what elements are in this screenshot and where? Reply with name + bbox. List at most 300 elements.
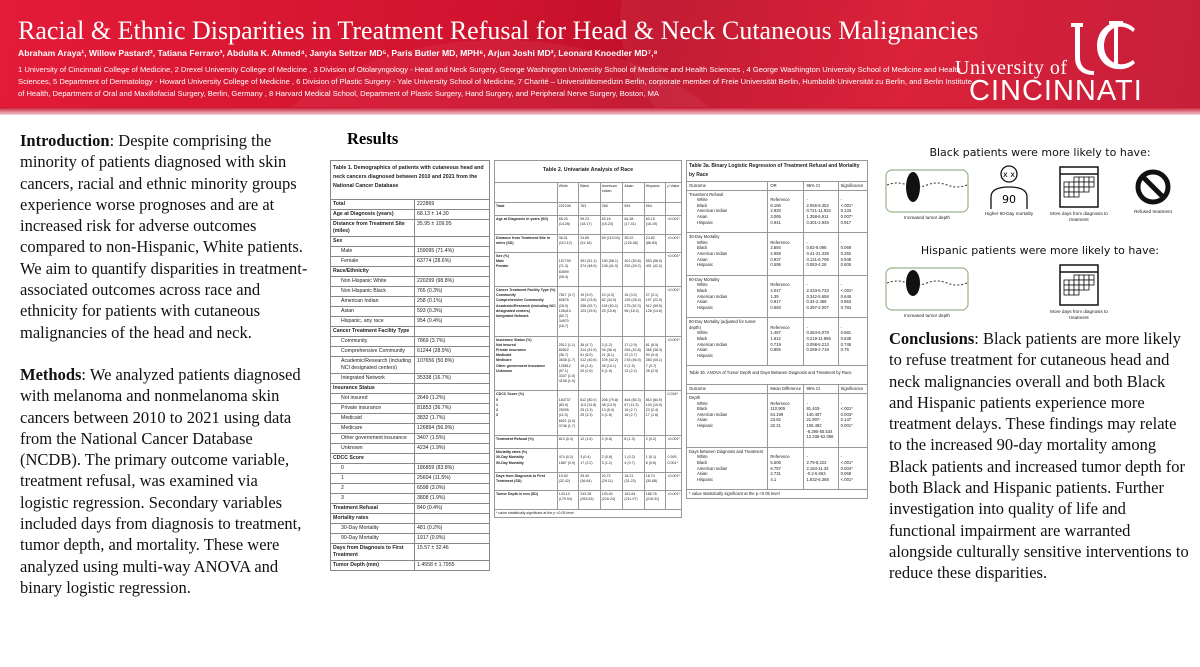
table-3-footnote: * value statistically significant at the p <0.05 level bbox=[687, 490, 868, 499]
table-1-row bbox=[331, 287, 490, 297]
table-3-outcome-title: Treatment Refusal bbox=[689, 191, 724, 197]
table-3-value: - bbox=[840, 324, 843, 330]
table-2-cell: 36 (4.7) 314 (41.5) 61 (8.0) 312 (40.6) 19 (2.4) 20 (2.6) bbox=[579, 336, 600, 391]
table-1-row bbox=[331, 404, 490, 414]
tumor-depth-label: Increased tumor depth bbox=[904, 215, 950, 220]
table-3-value: - bbox=[806, 400, 808, 406]
table-1-value: 63774 (28.6%) bbox=[415, 257, 490, 267]
table-1-value bbox=[415, 327, 490, 337]
table-3-outcome-title: 90-Day Mortality bbox=[689, 276, 720, 282]
table-3-value: 0.133 bbox=[840, 208, 852, 214]
table-1-label: 2 bbox=[331, 484, 415, 494]
table-3-value: 2.731 bbox=[770, 471, 781, 477]
table-1-value bbox=[415, 267, 490, 277]
table-3-group: Asian bbox=[697, 347, 708, 353]
table-2-cell: 763 bbox=[579, 203, 600, 216]
table-3-group: American Indian bbox=[697, 208, 728, 214]
table-3-value: 0.068 bbox=[840, 471, 852, 477]
table-3-cell bbox=[768, 275, 804, 318]
table-1-row bbox=[331, 210, 490, 220]
table-3-value: 0.301-2.945 bbox=[806, 219, 829, 225]
table-3-outcome-title: Depth bbox=[689, 395, 701, 401]
table-3-cell bbox=[804, 318, 838, 366]
table-1-label: Distance from Treatment Site (miles) bbox=[331, 220, 415, 237]
table-3-value: <.001* bbox=[840, 406, 853, 412]
table-3-column-header: 95% CI bbox=[804, 182, 838, 191]
table-1-row bbox=[331, 200, 490, 210]
table-2-row bbox=[495, 391, 682, 435]
table-2-row-label: CDCC Score (%) 0 1 2 3 bbox=[495, 391, 558, 435]
table-3-value: Reference bbox=[770, 197, 790, 203]
table-3-block bbox=[687, 318, 868, 366]
table-2-cell: 15.53 (32.42) bbox=[557, 472, 578, 490]
table-3-cell bbox=[838, 275, 867, 318]
table-1-label: Mortality rates bbox=[331, 514, 415, 524]
table-3-value: 0.219-11.856 bbox=[806, 336, 831, 342]
table-2-caption: Table 2. Univariate Analysis of Race bbox=[495, 161, 682, 183]
table-2-row-label: Days from Diagnosis to First Treatment (SD) bbox=[495, 472, 558, 490]
table-3-value: - bbox=[806, 197, 808, 203]
table-2-row bbox=[495, 336, 682, 391]
table-1-value: 4234 (1.9%) bbox=[415, 444, 490, 454]
table-2-cell: 63.15 (16.19) bbox=[644, 216, 666, 234]
table-2-row-label: Age at Diagnosis in years (SD) bbox=[495, 216, 558, 234]
table-3-cell bbox=[804, 190, 838, 233]
table-3-header bbox=[687, 182, 868, 191]
table-2-row bbox=[495, 449, 682, 473]
table-3-cell bbox=[768, 318, 804, 366]
table-3-value: 0.948 bbox=[840, 256, 852, 262]
table-2-row-label: Tumor Depth in mm (SD) bbox=[495, 491, 558, 509]
table-2-row-label: Treatment Refusal (%) bbox=[495, 435, 558, 448]
table-1-value bbox=[415, 514, 490, 524]
table-3-cell bbox=[804, 233, 838, 276]
table-2-cell: 27 (3.1) 197 (22.9) 512 (59.5) 126 (14.6) bbox=[644, 287, 666, 337]
table-1-value: 25604 (11.5%) bbox=[415, 474, 490, 484]
table-2-cell: 0.016* bbox=[666, 391, 682, 435]
table-1-value: 6598 (3.0%) bbox=[415, 484, 490, 494]
table-3-value: 2.433-6.733 bbox=[806, 287, 829, 293]
table-1-row bbox=[331, 267, 490, 277]
tumor-depth-label: Increased tumor depth bbox=[904, 313, 950, 318]
table-2-row-label: Sex (%) Male Female bbox=[495, 253, 558, 287]
table-2-cell: 7817 (3.7) 60676 (28.9) 106413 (50.7) 34970 (16.7) bbox=[557, 287, 578, 337]
table-3-value: 0.784 bbox=[840, 304, 852, 310]
table-3-cell bbox=[768, 233, 804, 276]
table-2-cell: 2 (0.8) bbox=[600, 435, 623, 448]
table-1-value bbox=[415, 384, 490, 394]
table-1-label: Insurance Status bbox=[331, 384, 415, 394]
table-1-value: 954 (0.4%) bbox=[415, 317, 490, 327]
table-3-group: American Indian bbox=[697, 341, 728, 347]
table-2-cell: <0.001* bbox=[666, 435, 682, 448]
table-3-value: 0.893 bbox=[770, 304, 781, 310]
table-3-block bbox=[687, 394, 868, 448]
table-3-group: American Indian bbox=[697, 411, 728, 417]
tumor-depth-icon bbox=[885, 267, 969, 311]
table-3-value: 32.21 bbox=[770, 423, 781, 428]
table-1-label: CDCC Score bbox=[331, 454, 415, 464]
table-2-cell: 813 (0.4) bbox=[557, 435, 578, 448]
table-3-value: Reference bbox=[770, 454, 790, 460]
table-2-column-header: White bbox=[557, 183, 578, 203]
table-3-value: 64.199 bbox=[770, 411, 784, 417]
table-3-value: 1.832-6.368 bbox=[806, 476, 829, 482]
table-2-cell: 68.20 (14.26) bbox=[557, 216, 578, 234]
table-1-row bbox=[331, 347, 490, 357]
table-3-value: 0.639 bbox=[840, 336, 852, 342]
table-2-row-label: Insurance Status (%) Not insured Private insurance Medicaid Medicare Other government insurance Unknown bbox=[495, 336, 558, 391]
table-2-cell: 8 (1.3) bbox=[623, 435, 644, 448]
table-2-cell: 17 (2.9) 254 (42.8) 22 (3.7) 278 (46.9) 9 (1.5) 13 (2.2) bbox=[623, 336, 644, 391]
table-1-row bbox=[331, 514, 490, 524]
table-3-value: 2.056-8.452 bbox=[806, 202, 829, 208]
table-1-row bbox=[331, 277, 490, 287]
table-3-value: 0.721-11.922 bbox=[806, 208, 831, 214]
logo-university-of: University of bbox=[955, 57, 1068, 79]
table-2-row bbox=[495, 253, 682, 287]
table-3-value: - bbox=[840, 282, 843, 288]
table-2-cell: 612 (80.0) 113 (14.8) 25 (3.3) 25 (3.3) bbox=[579, 391, 600, 435]
table-1-label: Days from Diagnosis to First Treatment bbox=[331, 544, 415, 561]
table-3-column-header: Outcome bbox=[687, 182, 768, 191]
table-2-row bbox=[495, 491, 682, 509]
table-3-group: Hispanic bbox=[697, 476, 714, 482]
table-3-group: American Indian bbox=[697, 465, 728, 471]
table-1-value: 68.13 ± 14.30 bbox=[415, 210, 490, 220]
table-3-value: 0.282 bbox=[840, 250, 852, 256]
table-2-cell: 81 (8.5) 365 (38.3) 90 (9.4) 383 (40.1) 7 (0.7) 28 (2.9) bbox=[644, 336, 666, 391]
table-2-cell: <0.001* bbox=[666, 336, 682, 391]
table-1-row bbox=[331, 237, 490, 247]
table-3-value: 6.757 bbox=[770, 465, 781, 471]
table-3-value: 0.147 bbox=[840, 417, 852, 423]
table-3-group: Black bbox=[697, 459, 708, 465]
table-1-value: 3407 (1.5%) bbox=[415, 434, 490, 444]
table-3-value: 2.184-11.33 bbox=[806, 465, 829, 471]
table-3-value: Reference bbox=[770, 282, 790, 288]
table-3-value: - bbox=[806, 282, 808, 288]
table-3-value: - bbox=[806, 239, 808, 245]
table-2-row bbox=[495, 472, 682, 490]
table-3-group: Asian bbox=[697, 417, 708, 423]
table-1-label: Academic/Research (including NCI designated centers) bbox=[331, 357, 415, 374]
table-3-value: - bbox=[806, 324, 808, 330]
table-1-label: Integrated Network bbox=[331, 374, 415, 384]
table-1-value: 3808 (1.9%) bbox=[415, 494, 490, 504]
table-3-outcome bbox=[687, 190, 768, 233]
black-findings-heading: Black patients were more likely to have: bbox=[929, 146, 1151, 159]
table-2-footnote: * value statistically significant at the p <0.05 level bbox=[495, 509, 682, 517]
table-3-block bbox=[687, 447, 868, 490]
table-1-row bbox=[331, 484, 490, 494]
table-2-cell: 593 bbox=[623, 203, 644, 216]
table-3-group: White bbox=[697, 282, 708, 288]
table-3-value: 0.364-6.078 bbox=[806, 330, 829, 336]
table-2-cell: 221249 bbox=[557, 203, 578, 216]
introduction-text: : Despite comprising the minority of patients diagnosed with skin cancers, racial and ethnic minority groups experience worse prognoses and are at increased risk for adverse outcomes compared to non-Hispanic, White patients. We aim to quantify disparities in treatment-associated outcomes across race and ethnicity for patients with cutaneous malignancies of the head and neck. bbox=[20, 131, 308, 342]
table-3a-caption: Table 3a. Binary Logistic Regression of Treatment Refusal and Mortality by Race bbox=[687, 161, 868, 182]
table-2-cell bbox=[666, 203, 682, 216]
delay-item bbox=[1044, 263, 1114, 321]
author-list: Abraham Araya¹, Willow Pastard², Tatiana Ferraro³, Abdulla K. Ahmed⁴, Janyla Seltzer MD⁵, Paris Butler MD, MPH⁶, Arjun Joshi MD³, Leonard Knoedler MD⁷,⁸ bbox=[18, 48, 658, 58]
table-3-value: 0.917 bbox=[840, 219, 852, 225]
table-3-group: Black bbox=[697, 287, 708, 293]
table-2-cell: 391 (51.1) 374 (48.9) bbox=[579, 253, 600, 287]
table-2-cell: 143.13 (179.94) bbox=[557, 491, 578, 509]
table-3-regression bbox=[686, 160, 868, 499]
table-3-cell bbox=[804, 394, 838, 448]
table-1-value: 2649 (1.2%) bbox=[415, 394, 490, 404]
table-3-value: 0.397-2.007 bbox=[806, 304, 829, 310]
table-3-cell bbox=[838, 447, 867, 490]
poster-title: Racial & Ethnic Disparities in Treatment Refusal for Head & Neck Cutaneous Malignancies bbox=[18, 16, 979, 45]
calendar-icon bbox=[1058, 165, 1100, 209]
table-3-group: Hispanic bbox=[697, 423, 714, 428]
table-3-column-header: Significance bbox=[838, 182, 867, 191]
conclusions-section bbox=[889, 328, 1189, 584]
table-1-value: 81853 (36.7%) bbox=[415, 404, 490, 414]
table-3-group: Hispanic bbox=[697, 262, 714, 268]
table-2-cell: 464 (80.3) 67 (11.3) 16 (2.7) 16 (2.7) bbox=[623, 391, 644, 435]
table-2-cell: 2 (0.8) 3 (1.2) bbox=[600, 449, 623, 473]
refusal-label: Refused treatment bbox=[1134, 209, 1172, 214]
table-3-value: 0.342-5.658 bbox=[806, 293, 829, 299]
table-3-cell bbox=[838, 233, 867, 276]
table-3-value: <.001* bbox=[840, 202, 853, 208]
poster-header bbox=[0, 0, 1200, 115]
table-3-outcome bbox=[687, 447, 768, 490]
table-3-value: 0.131-6.706 bbox=[806, 256, 829, 262]
table-2-cell: 553 (58.0) 401 (42.0) bbox=[644, 253, 666, 287]
svg-text:x x: x x bbox=[1002, 170, 1016, 179]
table-3-value: 0.719 bbox=[770, 341, 781, 347]
table-3-value: 0.41-21.338 bbox=[806, 250, 829, 256]
table-2-column-header: Hispanic bbox=[644, 183, 666, 203]
table-3-cell bbox=[768, 190, 804, 233]
table-2-row bbox=[495, 216, 682, 234]
table-3-cell bbox=[804, 447, 838, 490]
table-3-value: 0.863 bbox=[840, 299, 852, 305]
table-2-cell: 185.76 (218.31) bbox=[644, 491, 666, 509]
table-1-caption: Table 1. Demographics of patients with cutaneous head and neck cancers diagnosed between 2010 and 2021 from the National Cancer Database bbox=[331, 161, 490, 200]
table-3-value: 0.605 bbox=[840, 262, 852, 268]
table-3-group: White bbox=[697, 330, 708, 336]
table-1-row bbox=[331, 454, 490, 464]
table-2-cell: 63.16 (15.23) bbox=[600, 216, 623, 234]
table-3-outcome bbox=[687, 275, 768, 318]
table-2-cell: 18.21 (31.23) bbox=[623, 472, 644, 490]
table-1-row bbox=[331, 561, 490, 571]
table-3-value: 3.065 bbox=[770, 213, 781, 219]
table-2-cell: 301 (50.8) 292 (49.2) bbox=[623, 253, 644, 287]
table-3-value: 0.34-2.468 bbox=[806, 299, 827, 305]
table-2-footnote-row bbox=[495, 509, 682, 517]
table-3-group: White bbox=[697, 239, 708, 245]
table-2-cell: 2 (0.2) bbox=[644, 435, 666, 448]
table-3-group: Black bbox=[697, 406, 708, 412]
methods-text: : We analyzed patients diagnosed with melanoma and nonmelanoma skin cancers between 2010 to 2021 using data from the National Cancer Database (NCDB). The primary outcome variable, treatment refusal, was examined via logistic regression. Secondary variables included days from diagnosis to treatment, tumor depth, and mortality. These were analyzed using multi-way ANOVA and binary logistic regression. bbox=[20, 364, 302, 597]
table-2-cell: 1 (0.2) 4 (0.7) bbox=[623, 449, 644, 473]
table-1-value: 186859 (83.8%) bbox=[415, 464, 490, 474]
table-1-row bbox=[331, 524, 490, 534]
table-3-group: Hispanic bbox=[697, 304, 714, 310]
table-1-row bbox=[331, 247, 490, 257]
table-2-column-header: American Indian bbox=[600, 183, 623, 203]
table-3-group: Black bbox=[697, 245, 708, 251]
mortality-label: Higher 90-Day mortality bbox=[984, 211, 1034, 216]
table-3-value: 0.007* bbox=[840, 213, 853, 219]
tumor-depth-item bbox=[882, 169, 972, 221]
table-3-value: 23.62 bbox=[770, 417, 781, 423]
introduction-label: Introduction bbox=[20, 131, 110, 150]
table-3-value: 2.920 bbox=[770, 208, 781, 214]
table-3-value: Reference bbox=[770, 239, 790, 245]
table-2-column-header bbox=[495, 183, 558, 203]
table-3-group: Black bbox=[697, 202, 708, 208]
table-3-value: 0.941 bbox=[770, 219, 781, 225]
table-3-group: Hispanic bbox=[697, 219, 714, 225]
table-3-value: 1.39 bbox=[770, 293, 779, 299]
table-1-label: Medicaid bbox=[331, 414, 415, 424]
table-1-row bbox=[331, 220, 490, 237]
table-3-footnote-row bbox=[687, 490, 868, 499]
table-3-value: 0.917 bbox=[770, 299, 781, 305]
table-1-label: Race/Ethnicity bbox=[331, 267, 415, 277]
table-2-cell: 25.40 (36.84) bbox=[579, 472, 600, 490]
table-2-column-header: Asian bbox=[623, 183, 644, 203]
table-2-cell: 19 (3.0) 153 (23.8) 338 (53.7) 123 (19.5) bbox=[579, 287, 600, 337]
table-1-row bbox=[331, 374, 490, 384]
table-1-demographics bbox=[330, 160, 490, 571]
table-1-label: Total bbox=[331, 200, 415, 210]
table-3-group: Black bbox=[697, 336, 708, 342]
methods-label: Methods bbox=[20, 364, 82, 384]
table-2-header bbox=[495, 183, 682, 203]
conclusions-label: Conclusions bbox=[889, 329, 975, 348]
table-1-row bbox=[331, 337, 490, 347]
table-3-value: 2.79-8.222 bbox=[806, 459, 827, 465]
table-2-cell: 243.28 (263.63) bbox=[579, 491, 600, 509]
table-2-cell: 59.23 (18.17) bbox=[579, 216, 600, 234]
table-1-value: 35338 (16.7%) bbox=[415, 374, 490, 384]
table-3-value: 6.166 bbox=[770, 202, 781, 208]
table-3-value: - bbox=[806, 454, 808, 460]
table-1-label: Medicare bbox=[331, 424, 415, 434]
table-1-label: Age at Diagnosis (years) bbox=[331, 210, 415, 220]
table-3-column-header: OR bbox=[768, 182, 804, 191]
tumor-depth-item bbox=[882, 267, 972, 319]
table-3-cell bbox=[838, 394, 867, 448]
table-3-outcome-title: 90-Day Mortality (adjusted for tumor depth) bbox=[689, 319, 756, 330]
table-3-value: 110.905 bbox=[770, 406, 786, 412]
table-1-label: Treatment Refusal bbox=[331, 504, 415, 514]
table-1-row bbox=[331, 307, 490, 317]
table-3-group: White bbox=[697, 400, 708, 406]
table-1-row bbox=[331, 504, 490, 514]
hispanic-findings-panel bbox=[882, 244, 1198, 333]
table-2-cell: <0.001* bbox=[666, 491, 682, 509]
table-1-label: Non Hispanic White bbox=[331, 277, 415, 287]
table-1-value: 126894 (56.9%) bbox=[415, 424, 490, 434]
table-3-group: Asian bbox=[697, 471, 708, 477]
table-1-value: 258 (0.1%) bbox=[415, 297, 490, 307]
table-3-value: - bbox=[840, 197, 843, 203]
table-1-label: Male bbox=[331, 247, 415, 257]
table-1-value: 593 (0.3%) bbox=[415, 307, 490, 317]
table-1-row bbox=[331, 424, 490, 434]
uc-monogram-icon bbox=[1065, 19, 1145, 77]
table-1-label: Hispanic, any race bbox=[331, 317, 415, 327]
delay-item bbox=[1044, 165, 1114, 223]
hispanic-findings-heading: Hispanic patients were more likely to have: bbox=[920, 244, 1160, 257]
table-1-value: 61244 (28.9%) bbox=[415, 347, 490, 357]
delay-label: More days from diagnosis to treatment bbox=[1050, 211, 1108, 222]
table-1-row bbox=[331, 257, 490, 267]
table-3b-caption-row bbox=[687, 366, 868, 385]
table-3-value: 0.083-4.26 bbox=[806, 262, 827, 268]
table-2-row-label: Distance from Treatment Site in miles (SD) bbox=[495, 234, 558, 252]
table-3-value: 4.1 bbox=[770, 476, 777, 482]
table-2-cell: 954 bbox=[644, 203, 666, 216]
table-3-outcome bbox=[687, 318, 768, 366]
table-3-value: 0.92-9.098 bbox=[806, 245, 827, 251]
table-3-value: 0.069 bbox=[840, 245, 852, 251]
table-3-cell bbox=[768, 447, 804, 490]
table-1-row bbox=[331, 434, 490, 444]
table-3-value: 0.646 bbox=[840, 293, 852, 299]
table-3-value: <.001* bbox=[840, 459, 853, 465]
table-3-value: 0.937 bbox=[770, 256, 781, 262]
table-3-block bbox=[687, 275, 868, 318]
table-3-group: Hispanic bbox=[697, 352, 714, 358]
table-2-row-label: Total bbox=[495, 203, 558, 216]
table-3-value: 12.335-52.086 bbox=[806, 434, 834, 440]
table-1-row bbox=[331, 414, 490, 424]
table-2-row bbox=[495, 234, 682, 252]
table-2-cell: 59 (119.03) bbox=[600, 234, 623, 252]
table-3-outcome bbox=[687, 394, 768, 448]
table-1-label: Sex bbox=[331, 237, 415, 247]
table-1-value: 765 (0.3%) bbox=[415, 287, 490, 297]
mortality-badge: 90 bbox=[1002, 193, 1016, 206]
table-3b-caption: Table 3b. ANOVA of Tumor Depth and Days Between Diagnosis and Treatment by Race bbox=[687, 366, 868, 385]
table-3-value: 0.269-2.718 bbox=[806, 347, 829, 353]
table-2-cell: 810 (84.9) 104 (10.9) 23 (2.4) 17 (1.8) bbox=[644, 391, 666, 435]
table-3-group: Asian bbox=[697, 299, 708, 305]
left-column bbox=[20, 130, 310, 619]
table-3-value: 1.467 bbox=[770, 330, 781, 336]
conclusions-text: : Black patients are more likely to refuse treatment for cutaneous head and neck malignancies overall and both Black and Hispanic patients experience more treatment delays. These findings may relate to the increased 90-day mortality among Black patients and increased tumor depth for both Black and Hispanic patients. Further investigation into quality of life and functional impairment are warranted alongside culturally sensitive interventions to reduce these disparities. bbox=[889, 329, 1189, 583]
table-3-value: 0.79 bbox=[840, 347, 849, 353]
table-2-cell: 12 (1.6) bbox=[579, 435, 600, 448]
table-3-column-header: 95% CI bbox=[804, 385, 838, 394]
table-1-value: 35.95 ± 109.95 bbox=[415, 220, 490, 237]
table-3-value: 0.855 bbox=[770, 347, 781, 353]
table-2-cell: 18.74 (30.68) bbox=[644, 472, 666, 490]
table-3-value: 2.694 bbox=[770, 245, 781, 251]
table-3-group: American Indian bbox=[697, 250, 728, 256]
table-1-label: Other government insurance bbox=[331, 434, 415, 444]
table-1-value: 1917 (0.9%) bbox=[415, 534, 490, 544]
table-1-value bbox=[415, 454, 490, 464]
table-1-value: 7869 (3.7%) bbox=[415, 337, 490, 347]
table-3-group: Asian bbox=[697, 256, 708, 262]
table-1-value: 3832 (1.7%) bbox=[415, 414, 490, 424]
table-1-row bbox=[331, 444, 490, 454]
table-1-row bbox=[331, 297, 490, 307]
table-1-label: Non Hispanic Black bbox=[331, 287, 415, 297]
